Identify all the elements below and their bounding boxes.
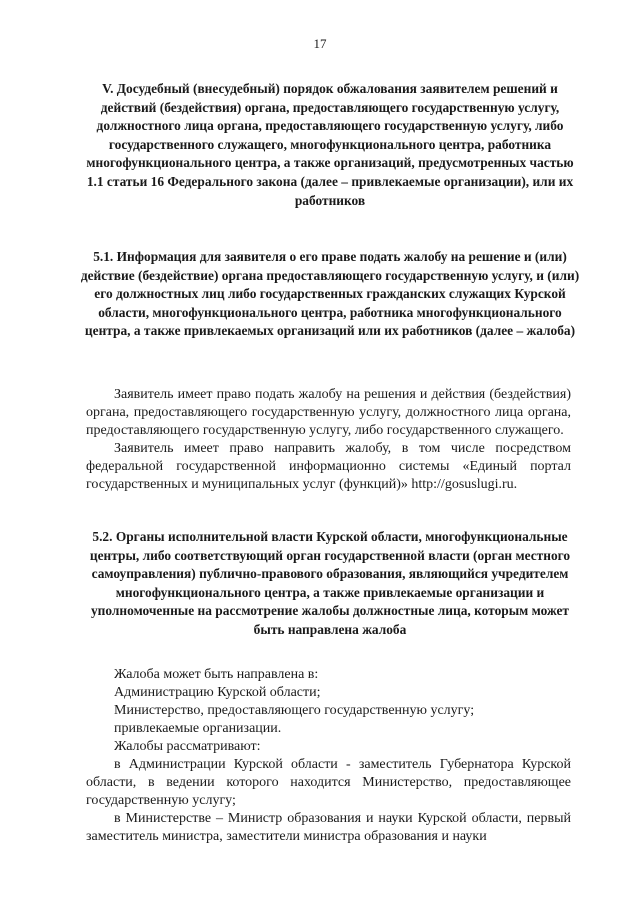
paragraph: Заявитель имеет право направить жалобу, в том числе посредством федеральной государственной информационно системы «Единый портал государственных и муниципальных услуг (функций)» http://gosuslugi.ru. (86, 441, 571, 492)
paragraph: в Администрации Курской области - заместитель Губернатора Курской области, в ведении которого находится Министерство, предоставляющее государственную услугу; (86, 757, 571, 808)
section-5-1-title: 5.1. Информация для заявителя о его праве подать жалобу на решение и (или) действие (бездействие) органа предоставляющего государственную услугу, и (или) его должностных лиц либо государственных гражданских служащих Курской области, многофункционального центра, работника многофункционального центра, а также привлекаемых организаций или их работников (далее – жалоба) (80, 249, 580, 339)
section-5-2-body (86, 666, 571, 846)
paragraph: Жалоба может быть направлена в: (114, 667, 319, 682)
paragraph: Заявитель имеет право подать жалобу на решения и действия (бездействия) органа, предоставляющего государственную услугу, должностного лица органа, предоставляющего государственную услугу, либо государственного служащего. (86, 387, 571, 438)
paragraph: Администрацию Курской области; (114, 685, 321, 700)
page-number: 17 (313, 36, 327, 51)
paragraph: привлекаемые организации. (114, 721, 282, 736)
paragraph: в Министерстве – Министр образования и науки Курской области, первый заместитель министра, заместители министра образования и науки (86, 811, 571, 844)
section-5-1-body (86, 386, 571, 494)
paragraph: Министерство, предоставляющего государственную услугу; (114, 703, 475, 718)
section-v-title: V. Досудебный (внесудебный) порядок обжалования заявителем решений и действий (бездействия) органа, предоставляющего государственную услугу, должностного лица органа, предоставляющего государственную услугу, либо государственного служащего, многофункционального центра, работника многофункционального центра, а также организаций, предусмотренных частью 1.1 статьи 16 Федерального закона (далее – привлекаемые организации), или их работников (86, 81, 574, 208)
paragraph: Жалобы рассматривают: (114, 739, 261, 754)
section-5-2-title: 5.2. Органы исполнительной власти Курской области, многофункциональные центры, либо соответствующий орган государственной власти (орган местного самоуправления) публично-правового образования, являющийся учредителем многофункционального центра, а также привлекаемые организации и уполномоченные на рассмотрение жалобы должностные лица, которым может быть направлена жалоба (89, 529, 571, 637)
